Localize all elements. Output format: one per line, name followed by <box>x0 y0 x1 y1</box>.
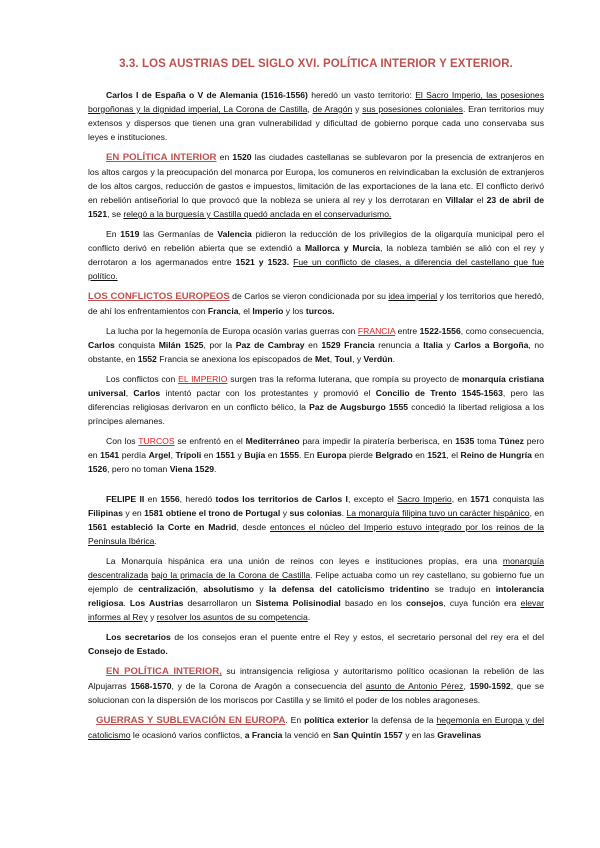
text-span: San Quintín 1557 <box>333 730 403 740</box>
text-span: se tradujo en <box>429 584 496 594</box>
paragraph-francia <box>88 324 544 366</box>
text-span: Con los <box>106 436 139 446</box>
document-page <box>88 52 544 748</box>
text-span: se enfrentó en el <box>174 436 246 446</box>
section-heading: GUERRAS Y SUBLEVACIÓN EN EUROPA <box>96 715 286 726</box>
paragraph-guerras-europa <box>88 713 544 742</box>
text-span: de Aragón <box>312 104 353 114</box>
text-span: 1535 <box>455 436 475 446</box>
text-span: . <box>307 612 311 622</box>
text-span: política exterior <box>304 715 369 725</box>
text-span: La Monarquía hispánica era una unión de reinos con leyes e instituciones propias, era una <box>106 556 503 566</box>
text-span: asunto de Antonio Pérez <box>365 681 464 691</box>
text-span: relegó a la burguesía y Castilla quedó anclada en el conservadurismo. <box>123 209 392 219</box>
keyword-imperio: EL IMPERIO <box>178 374 228 384</box>
text-span: , que se solucionan con la dispersión de los moriscos por Castilla y se limitó el poder de los nobles aragoneses. <box>88 681 545 705</box>
text-span: en <box>216 152 233 162</box>
text-span: concedió la libertad religiosa a los príncipes alemanes. <box>88 402 544 426</box>
text-span: . En <box>299 450 317 460</box>
text-span: pero en <box>88 436 544 460</box>
text-span: Villalar <box>445 195 474 205</box>
text-span: Belgrado <box>375 450 413 460</box>
text-span: toma <box>474 436 500 446</box>
text-span: 1519 <box>120 229 140 239</box>
text-span: Reino de Hungría <box>460 450 532 460</box>
text-span: desarrollaron un <box>183 598 256 608</box>
text-span: , <box>170 450 176 460</box>
text-span: resolver los asuntos de su competencia <box>156 612 308 622</box>
text-span: pidieron la reducción de los privilegios de la oligarquía municipal pero el conflicto derivó en rebelión abierta que se extendió a <box>88 229 544 253</box>
text-span: Gravelinas <box>437 730 482 740</box>
text-span: , en <box>451 494 471 504</box>
text-span: . Eran territorios muy extensos y dispersos que tienen una gran vulnerabilidad y dificultad de gobierno porque cada uno conservaba sus leyes e instituciones. <box>88 104 544 142</box>
text-span: 1521 y 1523. <box>235 257 290 267</box>
text-span: Carlos <box>133 388 161 398</box>
text-span: bajo la primacía de la Corona de Castilla <box>151 570 311 580</box>
text-span: perdía <box>119 450 149 460</box>
text-span: La lucha por la hegemonía de Europa ocasión varias guerras con <box>106 326 358 336</box>
text-span: Bujía <box>244 450 266 460</box>
text-span: Verdún <box>363 354 393 364</box>
text-span: sus colonias <box>289 508 342 518</box>
text-span: renuncia a <box>374 340 424 350</box>
text-span: Valencia <box>217 229 252 239</box>
text-span: turcos. <box>305 306 335 316</box>
text-span: En <box>106 229 121 239</box>
text-span: en <box>531 450 544 460</box>
text-span: Los secretarios <box>106 632 171 642</box>
text-span: , heredó <box>179 494 216 504</box>
text-span: . <box>341 508 347 518</box>
text-span: . Felipe actuaba como un rey castellano, su gobierno fue un ejemplo de <box>88 570 544 594</box>
text-span: 1521 <box>427 450 447 460</box>
text-span: Concilio de Trento 1545-1563 <box>375 388 503 398</box>
text-span: 1561 estableció la Corte en Madrid <box>88 522 237 532</box>
section-heading: EN POLÍTICA INTERIOR, <box>106 666 222 677</box>
text-span: , por la <box>203 340 236 350</box>
text-span: , <box>329 354 335 364</box>
text-span: la defensa de la <box>368 715 437 725</box>
text-span: Francia <box>344 340 375 350</box>
text-span: intolerancia religiosa <box>88 584 544 608</box>
text-span: le ocasionó varios conflictos, <box>130 730 245 740</box>
text-span: de Carlos se vieron condicionada por su <box>229 291 389 301</box>
text-span: todos los territorios de Carlos I <box>215 494 348 504</box>
text-span: Túnez <box>499 436 524 446</box>
text-span: conquista las <box>489 494 545 504</box>
text-span: intentó pactar con los protestantes y promovió el <box>160 388 376 398</box>
text-span: , <box>307 104 313 114</box>
text-span: centralización <box>138 584 196 594</box>
paragraph-turcos <box>88 434 544 476</box>
text-span: , cuya función era <box>443 598 521 608</box>
text-span: heredó un vasto territorio: <box>307 90 416 100</box>
text-span: y <box>254 584 270 594</box>
text-span: pierde <box>346 450 376 460</box>
text-span: Consejo de Estado. <box>88 646 168 656</box>
text-span: 1551 <box>215 450 235 460</box>
text-span: y <box>352 104 363 114</box>
text-span: Met <box>314 354 330 364</box>
text-span: basado en los <box>340 598 407 608</box>
paragraph-secretarios <box>88 630 544 658</box>
text-span: y los <box>283 306 306 316</box>
text-span: , y de la Corona de Aragón a consecuencia del <box>171 681 366 691</box>
section-heading: EN POLÍTICA INTERIOR <box>106 152 217 163</box>
text-span: , <box>125 388 134 398</box>
text-span: , pero no toman <box>107 464 170 474</box>
text-span: surgen tras la reforma luterana, que rompía su proyecto de <box>227 374 462 384</box>
text-span: en <box>144 494 161 504</box>
text-span: de los consejos eran el puente entre el Rey y estos, el secretario personal del rey era el del <box>170 632 545 642</box>
text-span: , <box>195 584 204 594</box>
text-span: Paz de Cambray <box>235 340 305 350</box>
section-heading: LOS CONFLICTOS EUROPEOS <box>88 291 230 302</box>
page-title: 3.3. LOS AUSTRIAS DEL SIGLO XVI. POLÍTICA INTERIOR Y EXTERIOR. <box>119 58 513 70</box>
text-span: Carlos <box>88 340 115 350</box>
text-span: absolutismo <box>203 584 255 594</box>
text-span: , se <box>107 209 124 219</box>
text-span: las Germanías de <box>139 229 218 239</box>
text-span: , la nobleza también se alió con el rey y derrotaron a los agermanados entre <box>88 243 544 267</box>
text-span: Los Austrias <box>129 598 184 608</box>
text-span: Carlos a Borgoña <box>454 340 529 350</box>
text-span: consejos <box>406 598 444 608</box>
keyword-francia: FRANCIA <box>357 326 396 336</box>
text-span: . <box>214 464 217 474</box>
text-span: Sacro Imperio <box>397 494 452 504</box>
text-span: Carlos I de España o V de Alemania (1516-1556) <box>106 90 308 100</box>
text-span: Francia se anexiona los episcopados de <box>156 354 315 364</box>
text-span: Filipinas <box>88 508 123 518</box>
text-span: Los conflictos con <box>106 374 179 384</box>
text-span: 1568-1570 <box>130 681 172 691</box>
text-span: Sistema Polisinodial <box>255 598 341 608</box>
text-span: y los territorios que heredó, de ahí los enfrentamientos con <box>88 291 544 316</box>
text-span: en <box>412 450 428 460</box>
text-span: , <box>463 681 470 691</box>
text-span: conquista <box>114 340 159 350</box>
text-span: y <box>147 612 157 622</box>
text-span: 1541 <box>100 450 120 460</box>
text-span: 1526 <box>88 464 108 474</box>
text-span: 1581 obtiene el trono de Portugal <box>144 508 281 518</box>
text-span: . En <box>285 715 305 725</box>
text-span: Viena 1529 <box>169 464 214 474</box>
text-span: 1556 <box>160 494 180 504</box>
text-span: 1529 <box>321 340 341 350</box>
text-span: , excepto el <box>347 494 398 504</box>
text-span: en <box>265 450 280 460</box>
paragraph-felipe-ii <box>88 492 544 548</box>
text-span: en <box>304 340 322 350</box>
text-span: Italia <box>423 340 443 350</box>
text-span: , desde <box>236 522 270 532</box>
text-span: 1522-1556 <box>419 326 461 336</box>
text-span: . <box>123 598 130 608</box>
text-span: Paz de Augsburgo 1555 <box>309 402 409 412</box>
text-span: y <box>280 508 290 518</box>
text-span: 1571 <box>470 494 490 504</box>
text-span: Mallorca y Murcia <box>304 243 381 253</box>
text-span: Argel <box>148 450 171 460</box>
text-span: FELIPE II <box>106 494 145 504</box>
text-span: 1590-1592 <box>469 681 511 691</box>
text-span: las ciudades castellanas se sublevaron por la presencia de extranjeros en los altos cargos y la preocupación del monarca por Europa, los comuneros en reivindicaban la exclusión de extranjeros de los altos cargos, reducción de gastos e impuestos, limitación de las exportaciones de la lana etc. El conflicto derivó en rebelión antiseñorial lo que provocó que la nobleza se uniera al rey y los derrotaran en <box>88 152 544 205</box>
text-span: a Francia <box>244 730 283 740</box>
text-span: La monarquía filipina tuvo un carácter hispánico <box>346 508 530 518</box>
text-span: 1552 <box>137 354 157 364</box>
text-span: su intransigencia religiosa y autoritarismo político ocasionan la rebelión de las Alpujarras <box>88 666 545 691</box>
text-span: 1555 <box>279 450 299 460</box>
text-span: idea imperial <box>388 291 438 301</box>
text-span: en <box>201 450 216 460</box>
text-span: , en <box>529 508 544 518</box>
text-span: hegemonía en Europa y del catolicismo <box>88 715 544 740</box>
paragraph-politica-interior-felipe <box>88 664 544 707</box>
text-span: Mediterráneo <box>245 436 300 446</box>
text-span: sus posesiones coloniales <box>362 104 463 114</box>
text-span: . <box>392 354 396 364</box>
text-span: la venció en <box>282 730 334 740</box>
text-span: 1520 <box>232 152 252 162</box>
text-span: Milán 1525 <box>158 340 204 350</box>
text-span: Toul <box>334 354 353 364</box>
paragraph-imperio <box>88 372 544 428</box>
paragraph-politica-interior-carlos <box>88 150 544 221</box>
text-span: 23 de abril de 1521 <box>88 195 544 219</box>
text-span: entre <box>395 326 420 336</box>
text-span: y <box>234 450 245 460</box>
text-span: , el <box>446 450 461 460</box>
text-span: . <box>154 536 157 546</box>
paragraph-monarquia-hispanica <box>88 554 544 624</box>
text-span: el <box>473 195 487 205</box>
text-span: elevar informes al Rey <box>88 598 544 622</box>
text-span: monarquía descentralizada <box>88 556 544 580</box>
keyword-turcos: TURCOS <box>138 436 175 446</box>
text-span: , y <box>352 354 364 364</box>
text-span: Francia <box>207 306 239 316</box>
text-span: Trípoli <box>175 450 202 460</box>
text-span: y <box>442 340 455 350</box>
text-span: monarquía cristiana universal <box>88 374 545 398</box>
paragraph-conflictos-europeos <box>88 289 544 318</box>
text-span: El Sacro Imperio, las posesiones borgoñonas y la dignidad imperial, La Corona de Castilla <box>88 90 544 114</box>
text-span: y en <box>122 508 145 518</box>
text-span: entonces el núcleo del Imperio estuvo integrado por los reinos de la Península Ibérica <box>88 522 545 546</box>
text-span: Fue un conflicto de clases, a diferencia del castellano que fue político. <box>88 257 545 281</box>
paragraph-germanias <box>88 227 544 283</box>
text-span: Imperio <box>252 306 284 316</box>
paragraph-carlos-i <box>88 88 544 144</box>
text-span: para impedir la piratería berberisca, en <box>299 436 456 446</box>
spacer <box>88 482 544 492</box>
text-span: , como consecuencia, <box>460 326 544 336</box>
text-span: , no obstante, en <box>88 340 544 364</box>
text-span: la defensa del catolicismo tridentino <box>269 584 430 594</box>
text-span: Europa <box>316 450 347 460</box>
text-span: y en las <box>402 730 438 740</box>
text-span: , pero las diferencias religiosas derivaron en un conflicto bélico, la <box>88 388 544 412</box>
text-span: , el <box>238 306 253 316</box>
